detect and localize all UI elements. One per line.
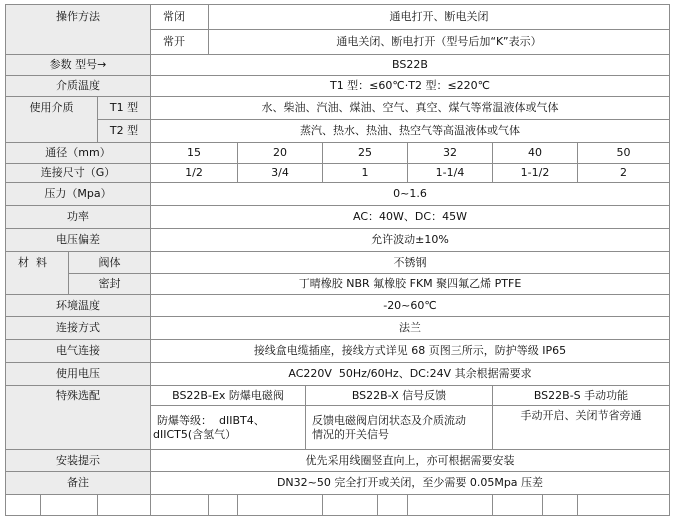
voltage-label: 使用电压 — [56, 367, 100, 380]
electrical-connection-label: 电气连接 — [56, 344, 100, 357]
param-model-value: BS22B — [392, 58, 428, 71]
special-x-line2: 情况的开关信号 — [312, 427, 389, 441]
media-t2-value: 蒸汽、热水、热油、热空气等高温液体或气体 — [300, 124, 520, 137]
material-body-value: 不锈钢 — [393, 255, 427, 269]
special-ex-desc — [153, 406, 303, 449]
diameter-cell: 15 — [187, 146, 201, 159]
note-label: 备注 — [67, 476, 89, 489]
connection-size-cell: 1 — [361, 166, 369, 179]
diameter-label: 通径（mm） — [45, 146, 111, 159]
pressure-label: 压力（Mpa） — [44, 187, 112, 200]
material-seal-label: 密封 — [98, 277, 121, 290]
special-x-desc — [312, 406, 490, 449]
material-seal-value: 丁晴橡胶 NBR 氟橡胶 FKM 聚四氟乙烯 PTFE — [298, 277, 522, 290]
operation-label: 操作方法 — [56, 10, 100, 23]
special-ex-line1: 防爆等级： dIIBT4、 — [157, 413, 265, 427]
media-t1-label: T1 型 — [109, 101, 139, 114]
electrical-connection-value: 接线盒电缆插座，接线方式详见 68 页图三所示，防护等级 IP65 — [253, 344, 567, 357]
normally-closed-value: 通电打开、断电关闭 — [389, 10, 489, 23]
normally-closed-label: 常闭 — [163, 10, 185, 23]
material-body-label: 阀体 — [98, 255, 121, 269]
voltage-value: AC220V 50Hz/60Hz、DC:24V 其余根据需要求 — [288, 367, 532, 380]
connection-size-cell: 1-1/2 — [520, 166, 550, 179]
special-x-title: BS22B-X 信号反馈 — [351, 388, 447, 402]
connection-type-value: 法兰 — [399, 321, 421, 334]
special-x-line1: 反馈电磁阀启闭状态及介质流动 — [312, 413, 466, 427]
install-tip-label: 安装提示 — [56, 453, 100, 467]
install-tip-value: 优先采用线圈竖直向上，亦可根据需要安装 — [305, 453, 515, 467]
diameter-cell: 50 — [616, 146, 631, 159]
media-temp-value: T1 型：≤60℃·T2 型：≤220℃ — [329, 79, 491, 92]
note-value: DN32~50 完全打开或关闭，至少需要 0.05Mpa 压差 — [276, 476, 544, 489]
special-options-label: 特殊选配 — [56, 389, 100, 402]
connection-size-cell: 2 — [620, 166, 627, 179]
diameter-cell: 32 — [443, 146, 457, 159]
media-label: 使用介质 — [29, 101, 74, 114]
pressure-value: 0~1.6 — [393, 187, 427, 200]
diameter-cell: 25 — [358, 146, 372, 159]
special-ex-line2: dIICT5(含氢气） — [153, 427, 237, 441]
param-model-label: 参数 型号→ — [49, 58, 107, 71]
connection-type-label: 连接方式 — [56, 321, 100, 334]
ambient-temp-value: -20~60℃ — [383, 298, 437, 312]
special-ex-title: BS22B-Ex 防爆电磁阀 — [172, 388, 284, 402]
connection-size-cell: 3/4 — [271, 166, 289, 179]
diameter-cell: 20 — [273, 146, 287, 159]
media-t2-label: T2 型 — [109, 124, 139, 137]
connection-size-label: 连接尺寸（G） — [40, 166, 116, 179]
media-temp-label: 介质温度 — [56, 79, 100, 92]
normally-open-label: 常开 — [163, 35, 185, 48]
connection-size-cell: 1-1/4 — [435, 166, 465, 179]
media-t1-value: 水、柴油、汽油、煤油、空气、真空、煤气等常温液体或气体 — [261, 101, 559, 114]
material-label: 材 料 — [18, 255, 47, 269]
voltage-deviation-label: 电压偏差 — [56, 233, 100, 246]
normally-open-value: 通电关闭、断电打开（型号后加“K”表示） — [336, 35, 542, 48]
ambient-temp-label: 环境温度 — [56, 298, 100, 312]
special-s-title: BS22B-S 手动功能 — [533, 388, 629, 402]
power-label: 功率 — [67, 210, 89, 223]
power-value: AC：40W、DC：45W — [353, 210, 467, 223]
voltage-deviation-value: 允许波动±10% — [371, 233, 449, 246]
special-s-desc: 手动开启、关闭节省旁通 — [520, 409, 642, 422]
connection-size-cell: 1/2 — [185, 166, 203, 179]
diameter-cell: 40 — [528, 146, 542, 159]
